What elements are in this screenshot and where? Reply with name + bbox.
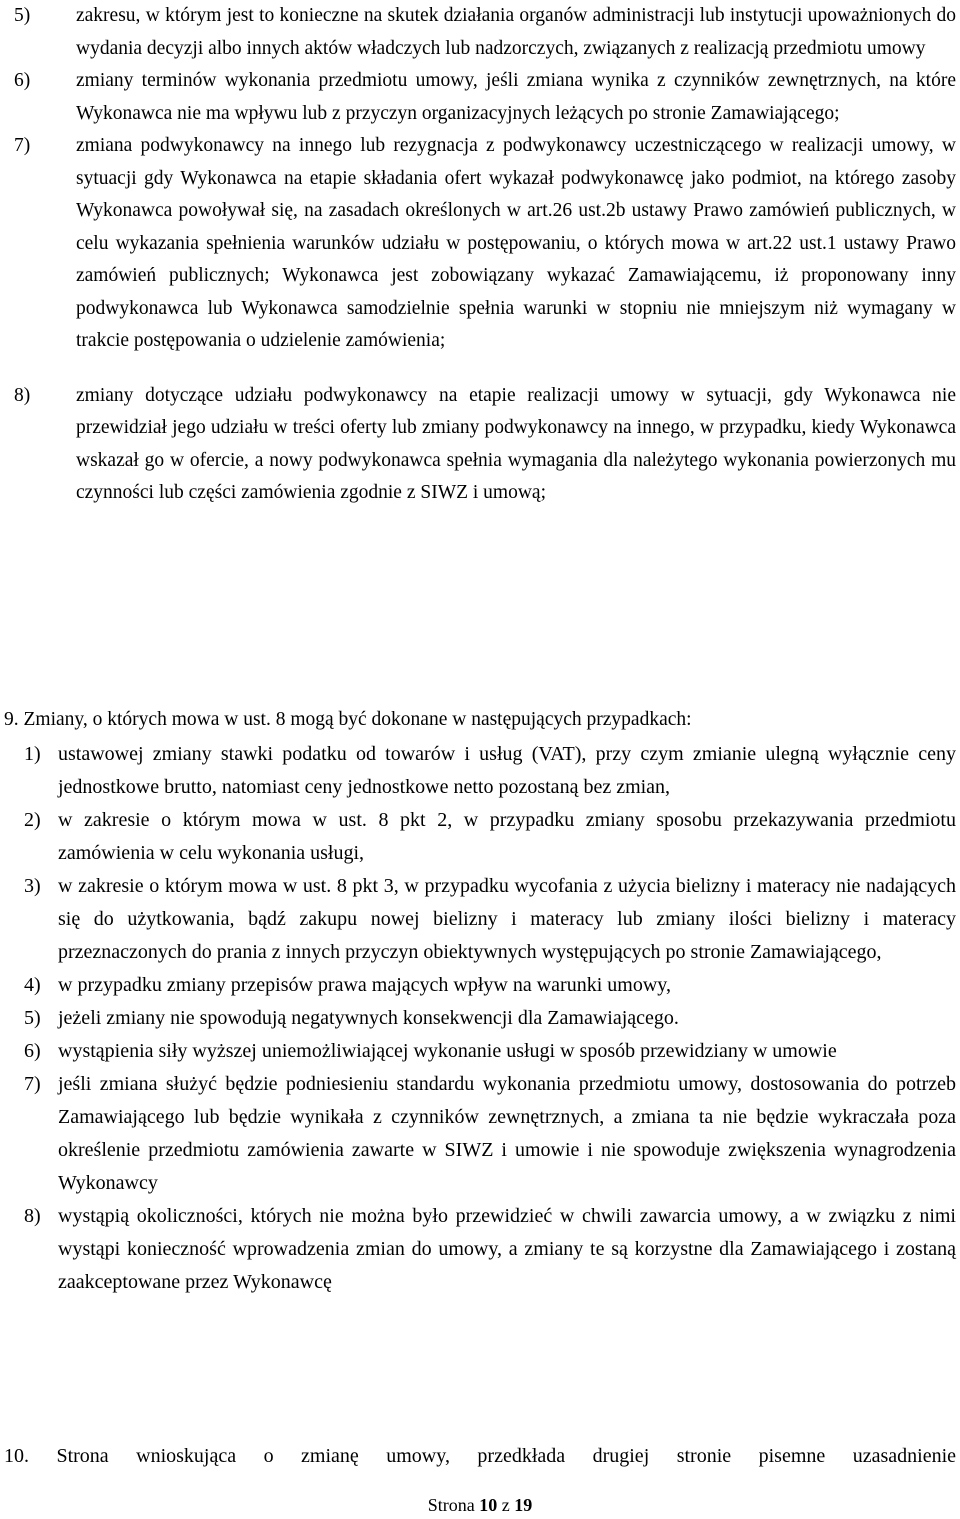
list-item-number: 1): [24, 743, 41, 765]
list-item-number: 6): [14, 70, 31, 91]
list-item: [24, 1200, 956, 1299]
list-item: [24, 804, 956, 870]
list-item-text: w zakresie o którym mowa w ust. 8 pkt 2, w przypadku zmiany sposobu przekazywania przedmiotu zamówienia w celu wykonania usługi,: [58, 809, 956, 864]
list-item-number: 4): [24, 974, 41, 996]
list-item-number: 3): [24, 875, 41, 897]
section-10-paragraph: 10. Strona wnioskująca o zmianę umowy, przedkłada drugiej stronie pisemne uzasadnienie: [4, 1445, 956, 1467]
list-item-number: 7): [14, 135, 31, 156]
list-item-text: jeśli zmiana służyć będzie podniesieniu standardu wykonania przedmiotu umowy, dostosowania do potrzeb Zamawiającego lub będzie wynikała z czynników zewnętrznych, a zmiana ta nie będzie wykraczała poza określenie przedmiotu zamówienia zawarte w SIWZ i umowie i nie spowoduje zwiększenia wynagrodzenia Wykonawcy: [58, 1073, 956, 1194]
list-item-number: 7): [24, 1073, 41, 1095]
list-item: [14, 380, 956, 510]
list-item-text: wystąpią okoliczności, których nie można było przewidzieć w chwili zawarcia umowy, a w związku z nimi wystąpi konieczność wprowadzenia zmian do umowy, a zmiany te są korzystne dla Zamawiającego i zostaną zaakceptowane przez Wykonawcę: [58, 1205, 956, 1293]
list-item-text: w zakresie o którym mowa w ust. 8 pkt 3, w przypadku wycofania z użycia bielizny i materacy nie nadających się do użytkowania, bądź zakupu nowej bielizny i materacy lub zmiany ilości bielizny i materacy przeznaczonych do prania z innych przyczyn obiektywnych występujących po stronie Zamawiającego,: [58, 875, 956, 963]
list-item-text: zmiana podwykonawcy na innego lub rezygnacja z podwykonawcy uczestniczącego w realizacji umowy, w sytuacji gdy Wykonawca na etapie składania ofert wykazał podwykonawcę jako podmiot, na którego zasoby Wykonawca powoływał się, na zasadach określonych w art.26 ust.2b ustawy Prawo zamówień publicznych, w celu wykazania spełnienia warunków udziału w postępowaniu, o których mowa w art.22 ust.1 ustawy Prawo zamówień publicznych; Wykonawca jest zobowiązany wykazać Zamawiającemu, iż proponowany inny podwykonawca lub Wykonawca samodzielnie spełnia warunki w stopniu nie mniejszym niż wymagany w trakcie postępowania o udzielenie zamówienia;: [76, 135, 956, 351]
list-item-text: w przypadku zmiany przepisów prawa mających wpływ na warunki umowy,: [58, 974, 671, 996]
list-item: [24, 870, 956, 969]
page-footer: [0, 1494, 960, 1516]
list-item-text: ustawowej zmiany stawki podatku od towarów i usług (VAT), przy czym zmianie ulegną wyłącznie ceny jednostkowe brutto, natomiast ceny jednostkowe netto pozostaną bez zmian,: [58, 743, 956, 798]
list-item-number: 2): [24, 809, 41, 831]
list-item: [24, 1035, 956, 1068]
list-item: [24, 1002, 956, 1035]
list-item: [24, 969, 956, 1002]
change-conditions-list: [0, 0, 960, 510]
list-item-number: 8): [24, 1205, 41, 1227]
list-item-text: wystąpienia siły wyższej uniemożliwiającej wykonanie usługi w sposób przewidziany w umowie: [58, 1040, 837, 1062]
list-item-text: zmiany dotyczące udziału podwykonawcy na etapie realizacji umowy w sytuacji, gdy Wykonawca nie przewidział jego udziału w treści oferty lub zmiany podwykonawcy na innego, w przypadku, kiedy Wykonawca wskazał go w ofercie, a nowy podwykonawca spełnia wymagania dla należytego wykonania powierzonych mu czynności lub części zamówienia zgodnie z SIWZ i umową;: [76, 384, 956, 503]
list-item: [24, 738, 956, 804]
page-total: 19: [514, 1495, 533, 1515]
page-separator: z: [501, 1495, 510, 1515]
list-item-number: 5): [24, 1007, 41, 1029]
page-label: Strona: [427, 1495, 475, 1515]
list-item-number: 5): [14, 5, 31, 26]
list-item: [14, 0, 956, 65]
list-item: [14, 65, 956, 130]
list-item-text: zmiany terminów wykonania przedmiotu umowy, jeśli zmiana wynika z czynników zewnętrznych, na które Wykonawca nie ma wpływu lub z przyczyn organizacyjnych leżących po stronie Zamawiającego;: [76, 70, 956, 124]
list-item-number: 6): [24, 1040, 41, 1062]
list-item: [14, 130, 956, 358]
page-number: 10: [479, 1495, 498, 1515]
section-9-heading: 9. Zmiany, o których mowa w ust. 8 mogą być dokonane w następujących przypadkach:: [4, 709, 692, 730]
list-item-number: 8): [14, 384, 31, 406]
list-item: [24, 1068, 956, 1200]
list-item-text: jeżeli zmiany nie spowodują negatywnych konsekwencji dla Zamawiającego.: [58, 1007, 679, 1029]
change-cases-list: [0, 738, 960, 1299]
list-item-text: zakresu, w którym jest to konieczne na skutek działania organów administracji lub instytucji upoważnionych do wydania decyzji albo innych aktów władczych lub nadzorczych, związanych z realizacją przedmiotu umowy: [76, 5, 956, 59]
